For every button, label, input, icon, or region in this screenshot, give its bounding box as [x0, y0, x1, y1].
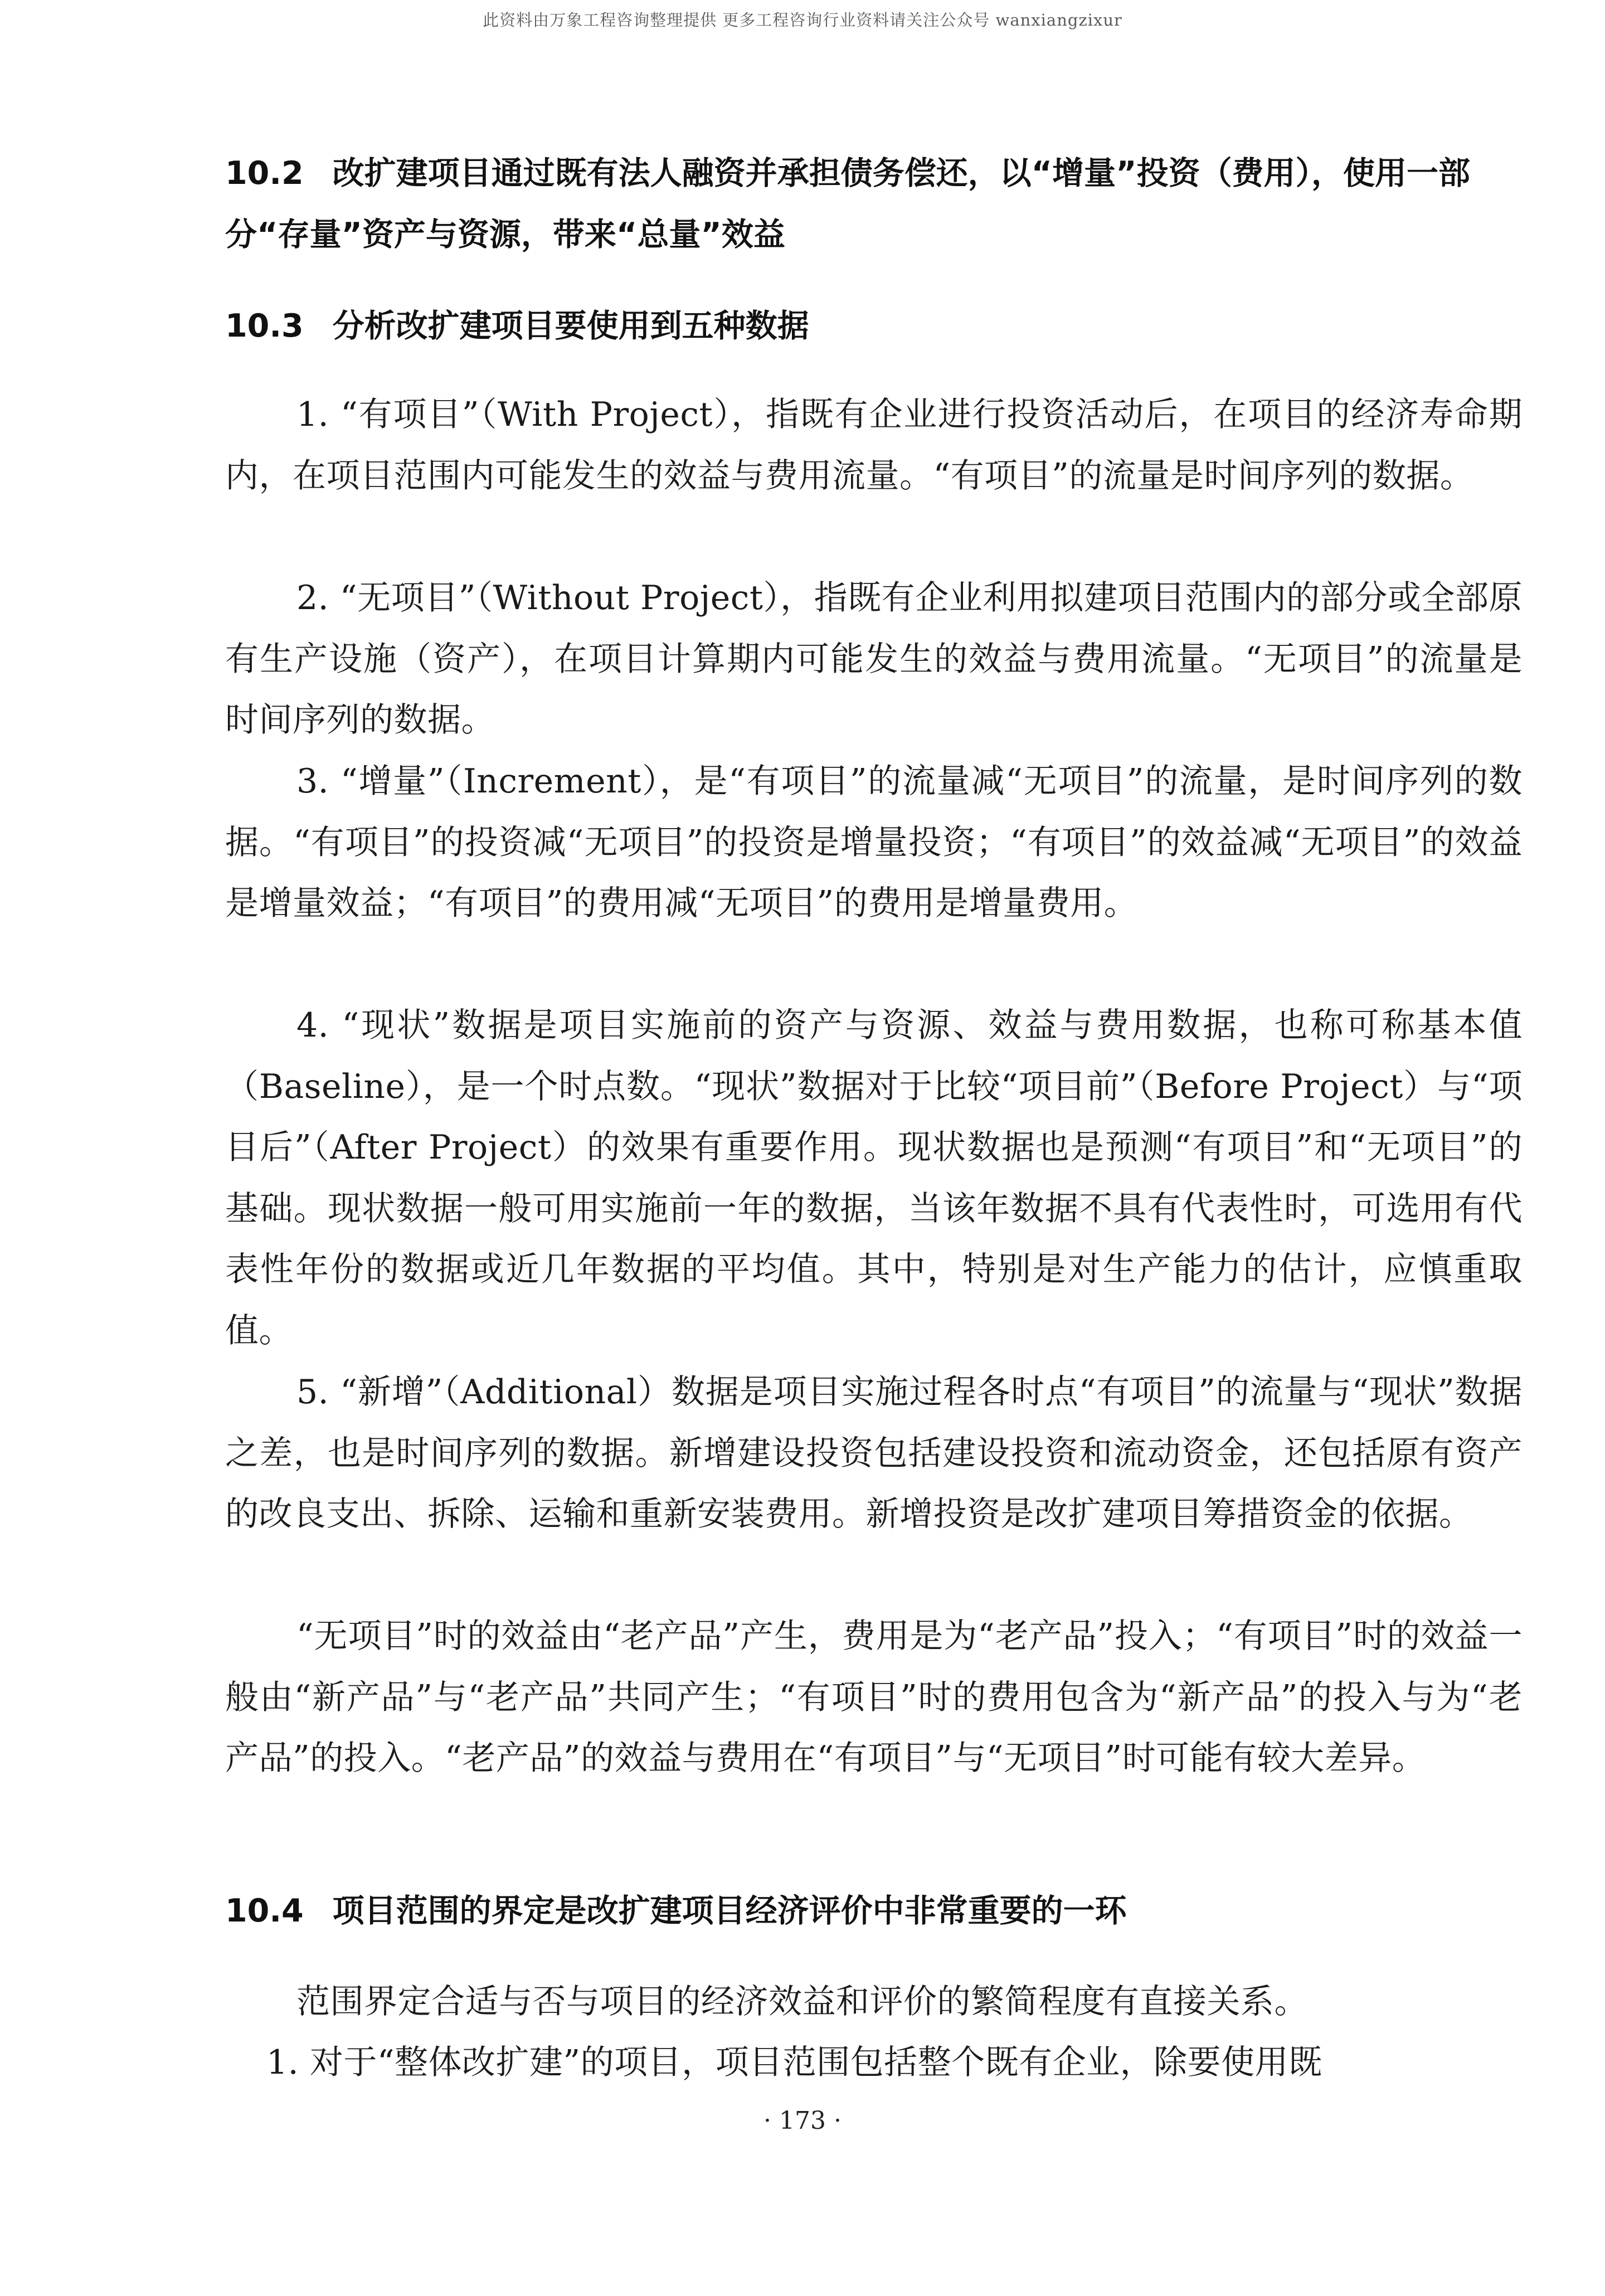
section-title: 分析改扩建项目要使用到五种数据: [332, 308, 809, 344]
section-heading-10-4: [225, 1880, 1523, 1942]
paragraph-scope-definition: 范围界定合适与否与项目的经济效益和评价的繁简程度有直接关系。: [296, 1982, 1308, 2021]
paragraph-without-project: 2. “无项目”（Without Project），指既有企业利用拟建项目范围内的部分或全部原有生产设施（资产），在项目计算期内可能发生的效益与费用流量。“无项目”的流量是时间序列的数据。: [225, 578, 1523, 740]
section-title: 项目范围的界定是改扩建项目经济评价中非常重要的一环: [332, 1893, 1127, 1929]
paragraph-overall-renovation: 1. 对于“整体改扩建”的项目，项目范围包括整个既有企业，除要使用既: [266, 2043, 1322, 2082]
watermark-text: 此资料由万象工程咨询整理提供 更多工程咨询行业资料请关注公众号 wanxiangzixur: [483, 11, 1122, 30]
section-title: 改扩建项目通过既有法人融资并承担债务偿还，以“增量”投资（费用），使用一部分“存量”资产与资源，带来“总量”效益: [225, 155, 1471, 253]
section-number: 10.2: [225, 155, 304, 192]
paragraph-baseline: 4. “现状”数据是项目实施前的资产与资源、效益与费用数据，也称可称基本值（Baseline），是一个时点数。“现状”数据对于比较“项目前”（Before Project）与“项目后”（After Project）的效果有重要作用。现状数据也是预测“有项目”和“无项目”的基础。现状数据一般可用实施前一年的数据，当该年数据不具有代表性时，可选用有代表性年份的数据或近几年数据的平均值。其中，特别是对生产能力的估计，应慎重取值。: [225, 1006, 1523, 1350]
section-heading-10-2: [225, 143, 1523, 265]
section-heading-10-3: [225, 295, 1523, 357]
paragraph-old-new-products: “无项目”时的效益由“老产品”产生，费用是为“老产品”投入；“有项目”时的效益一般由“新产品”与“老产品”共同产生；“有项目”时的费用包含为“新产品”的投入与为“老产品”的投入。“老产品”的效益与费用在“有项目”与“无项目”时可能有较大差异。: [225, 1617, 1523, 1778]
section-number: 10.4: [225, 1893, 304, 1929]
paragraph-increment: 3. “增量”（Increment），是“有项目”的流量减“无项目”的流量，是时间序列的数据。“有项目”的投资减“无项目”的投资是增量投资；“有项目”的效益减“无项目”的效益是增量效益；“有项目”的费用减“无项目”的费用是增量费用。: [225, 762, 1523, 923]
paragraph-with-project: 1. “有项目”（With Project），指既有企业进行投资活动后，在项目的经济寿命期内，在项目范围内可能发生的效益与费用流量。“有项目”的流量是时间序列的数据。: [225, 395, 1523, 495]
paragraph-additional: 5. “新增”（Additional）数据是项目实施过程各时点“有项目”的流量与“现状”数据之差，也是时间序列的数据。新增建设投资包括建设投资和流动资金，还包括原有资产的改良支出、拆除、运输和重新安装费用。新增投资是改扩建项目筹措资金的依据。: [225, 1373, 1523, 1534]
page-number: · 173 ·: [763, 2107, 842, 2135]
section-number: 10.3: [225, 308, 304, 344]
